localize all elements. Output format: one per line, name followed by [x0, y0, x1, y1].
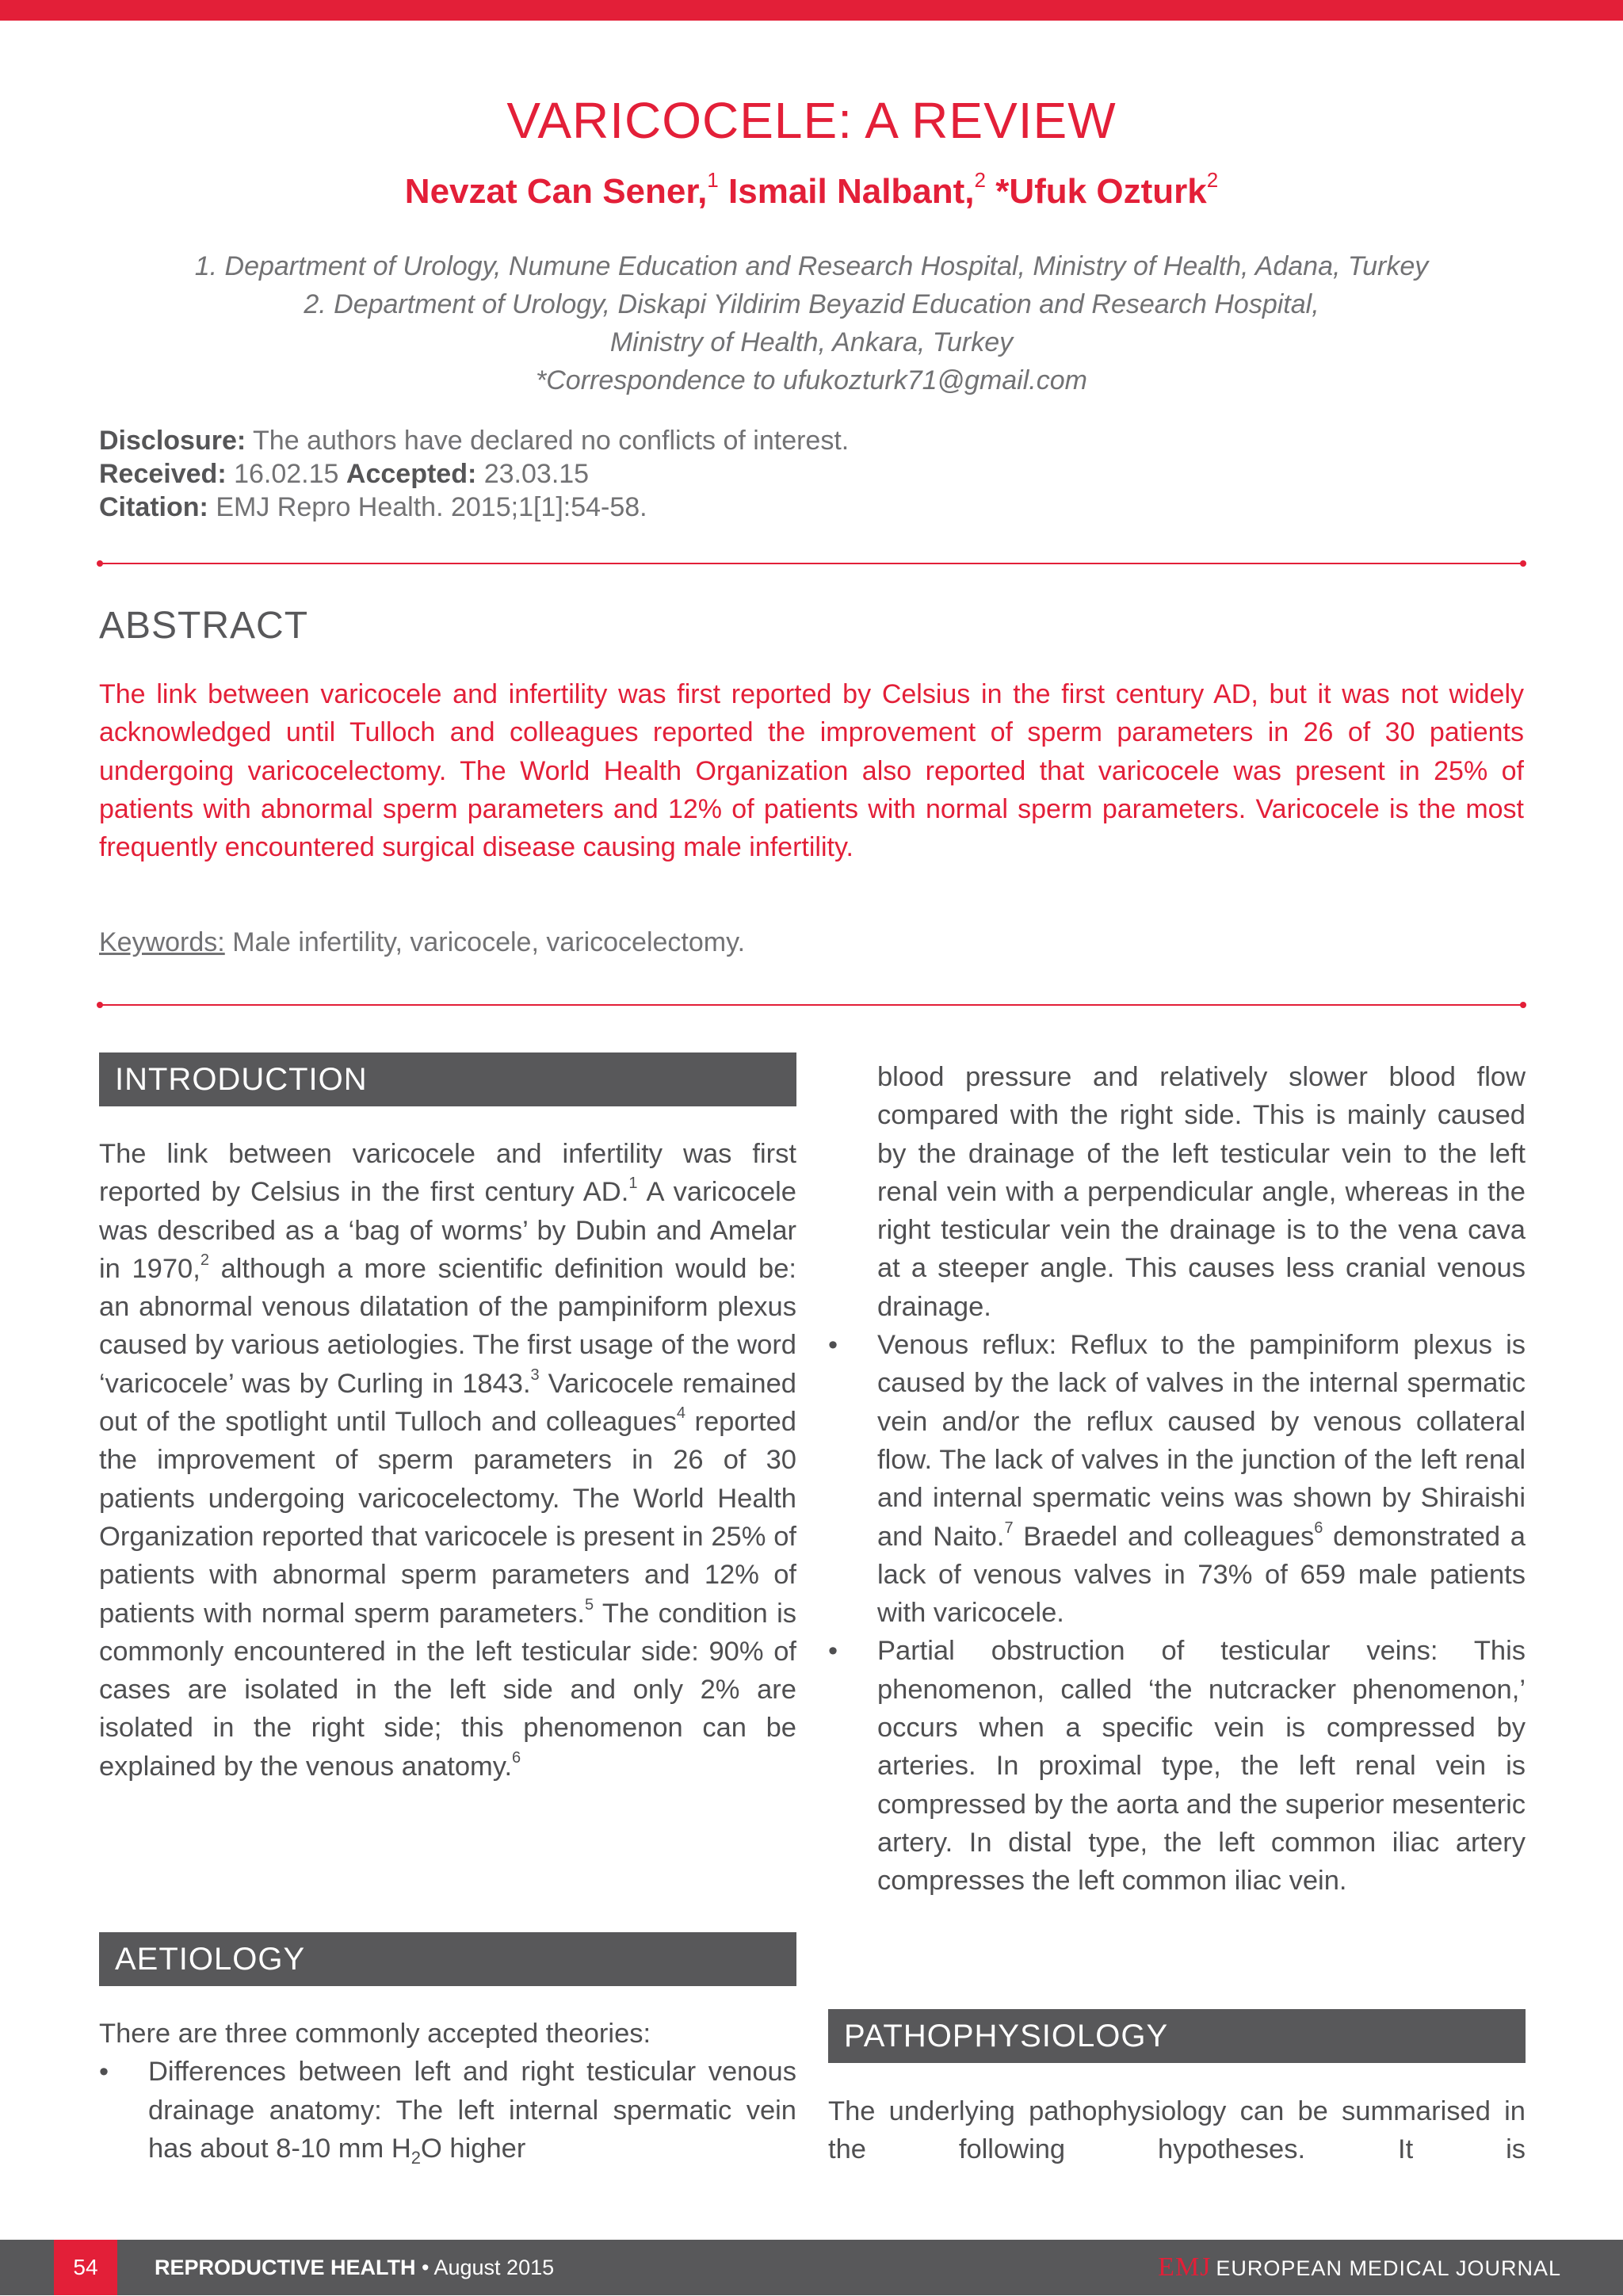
introduction-heading: INTRODUCTION [99, 1052, 796, 1106]
pathophysiology-heading: PATHOPHYSIOLOGY [828, 2009, 1526, 2063]
pathophysiology-body [828, 2092, 1526, 2169]
pathophysiology-paragraph: The underlying pathophysiology can be summarised in the following hypotheses. It is [828, 2096, 1526, 2165]
author-name: *Ufuk Ozturk [995, 172, 1207, 211]
citation-label: Citation: [99, 492, 208, 522]
accepted-label: Accepted: [346, 459, 477, 489]
intro-text: reported the improvement of sperm parameters in 26 of 30 patients undergoing varicocelectomy. The World Health Organization reported that varicocele is present in 25% of patients with abnormal sperm parameters and 12% of patients with normal sperm parameters. [99, 1407, 796, 1629]
ref-marker: 5 [584, 1595, 594, 1614]
page-number: 54 [54, 2240, 117, 2295]
footer-date: August 2015 [433, 2256, 555, 2279]
author-affil-ref: 1 [707, 168, 719, 192]
theory-item [99, 2053, 796, 2168]
affiliations [0, 247, 1623, 399]
citation-line [99, 491, 849, 524]
disclosure-text: The authors have declared no conflicts of interest. [253, 426, 850, 456]
intro-text: A varicocele was described as a ‘bag of worms’ by Dubin and Amelar in 1970, [99, 1177, 796, 1284]
theory-text: demonstrated a lack of venous valves in 73% of 659 male patients with varicocele. [877, 1521, 1526, 1629]
theory-text: Braedel and colleagues [1013, 1521, 1315, 1552]
aetiology-lead: There are three commonly accepted theories: [99, 2019, 651, 2049]
theory-text: O higher [421, 2133, 526, 2164]
article-title: VARICOCELE: A REVIEW [506, 92, 1117, 149]
author-name: Ismail Nalbant, [728, 172, 975, 211]
keywords-line [99, 927, 745, 958]
citation-text: EMJ Repro Health. 2015;1[1]:54-58. [216, 492, 647, 522]
abstract-heading: ABSTRACT [99, 605, 309, 647]
subscript: 2 [411, 2147, 421, 2168]
author-affil-ref: 2 [1206, 168, 1219, 192]
disclosure-line [99, 424, 849, 457]
author-list [0, 168, 1623, 216]
intro-text: Varicocele remained out of the spotlight until Tulloch and colleagues [99, 1368, 796, 1438]
intro-text: although a more scientific definition would be: an abnormal venous dilatation of the pampiniform plexus caused by various aetiologies. The first usage of the word ‘varicocele’ was by Curling in 1843. [99, 1253, 796, 1399]
ref-marker: 6 [512, 1748, 521, 1767]
divider-top [100, 563, 1523, 564]
article-meta [99, 424, 849, 524]
ref-marker: 6 [1314, 1519, 1323, 1537]
received-label: Received: [99, 459, 227, 489]
ref-marker: 1 [628, 1175, 638, 1193]
theory-text: Venous reflux: Reflux to the pampiniform plexus is caused by the lack of valves in the internal spermatic vein and/or the reflux caused by venous collateral flow. The lack of valves in the junction of the left renal and internal spermatic veins was shown by Shiraishi and Naito. [877, 1330, 1526, 1552]
aetiology-heading: AETIOLOGY [99, 1932, 796, 1986]
ref-marker: 3 [530, 1366, 540, 1384]
footer-journal-name: EUROPEAN MEDICAL JOURNAL [1216, 2256, 1561, 2280]
introduction-paragraph [99, 1135, 796, 1786]
ref-marker: 2 [200, 1251, 209, 1269]
affiliation-line: Ministry of Health, Ankara, Turkey [609, 327, 1014, 357]
received-date: 16.02.15 [234, 459, 339, 489]
theory-text: Partial obstruction of testicular veins: This phenomenon, called ‘the nutcracker phenomenon,’ occurs when a specific vein is compressed by arteries. In proximal type, the left renal vein is compressed by the aorta and the superior mesenteric artery. In distal type, the left common iliac artery compresses the left common iliac vein. [877, 1636, 1526, 1897]
correspondence-line[interactable]: *Correspondence to ufukozturk71@gmail.com [536, 365, 1087, 395]
theory-list [99, 2053, 796, 2168]
affiliation-line: 1. Department of Urology, Numune Education and Research Hospital, Ministry of Health, Adana, Turkey [194, 251, 1429, 281]
introduction-body [99, 1135, 796, 1786]
theory-text: Differences between left and right testicular venous drainage anatomy: The left internal spermatic vein has about 8-10 mm H [148, 2057, 796, 2164]
footer-section-name: REPRODUCTIVE HEALTH [155, 2256, 416, 2279]
accepted-date: 23.03.15 [483, 459, 590, 489]
theory-list-continued [828, 1326, 1526, 1900]
top-accent-bar [0, 0, 1623, 21]
intro-text: The condition is commonly encountered in the left testicular side: 90% of cases are isolated in the left side and only 2% are isolated in the right side; this phenomenon can be explained by the venous anatomy. [99, 1598, 796, 1782]
theory-item [828, 1326, 1526, 1632]
emj-logo: EMJ [1158, 2252, 1212, 2282]
disclosure-label: Disclosure: [99, 426, 246, 456]
keywords-label: Keywords: [99, 927, 225, 957]
aetiology-body-right [828, 1058, 1526, 1901]
footer-journal [1158, 2240, 1561, 2296]
dates-line [99, 457, 849, 491]
abstract-text: The link between varicocele and infertility was first reported by Celsius in the first century AD, but it was not widely acknowledged until Tulloch and colleagues reported the improvement of sperm parameters in 26 of 30 patients undergoing varicocelectomy. The World Health Organization also reported that varicocele was present in 25% of patients with abnormal sperm parameters and 12% of patients with normal sperm parameters. Varicocele is the most frequently encountered surgical disease causing male infertility. [99, 679, 1524, 863]
intro-text: The link between varicocele and infertility was first reported by Celsius in the first century AD. [99, 1139, 796, 1208]
ref-marker: 7 [1004, 1519, 1014, 1537]
ref-marker: 4 [676, 1404, 685, 1423]
theory-item-continued: blood pressure and relatively slower blood flow compared with the right side. This is mainly caused by the drainage of the left testicular vein to the left renal vein with a perpendicular angle, whereas in the right testicular vein the drainage is to the vena cava at a steeper angle. This causes less cranial venous drainage. [877, 1062, 1526, 1322]
keywords-text: Male infertility, varicocele, varicocelectomy. [232, 927, 746, 957]
aetiology-body-left [99, 2015, 796, 2168]
footer-separator: • [422, 2256, 430, 2279]
theory-item [828, 1632, 1526, 1900]
author-affil-ref: 2 [974, 168, 987, 192]
author-name: Nevzat Can Sener, [404, 172, 708, 211]
divider-bottom [100, 1004, 1523, 1006]
footer-section-info [155, 2240, 554, 2295]
affiliation-line: 2. Department of Urology, Diskapi Yildirim Beyazid Education and Research Hospital, [304, 289, 1319, 319]
